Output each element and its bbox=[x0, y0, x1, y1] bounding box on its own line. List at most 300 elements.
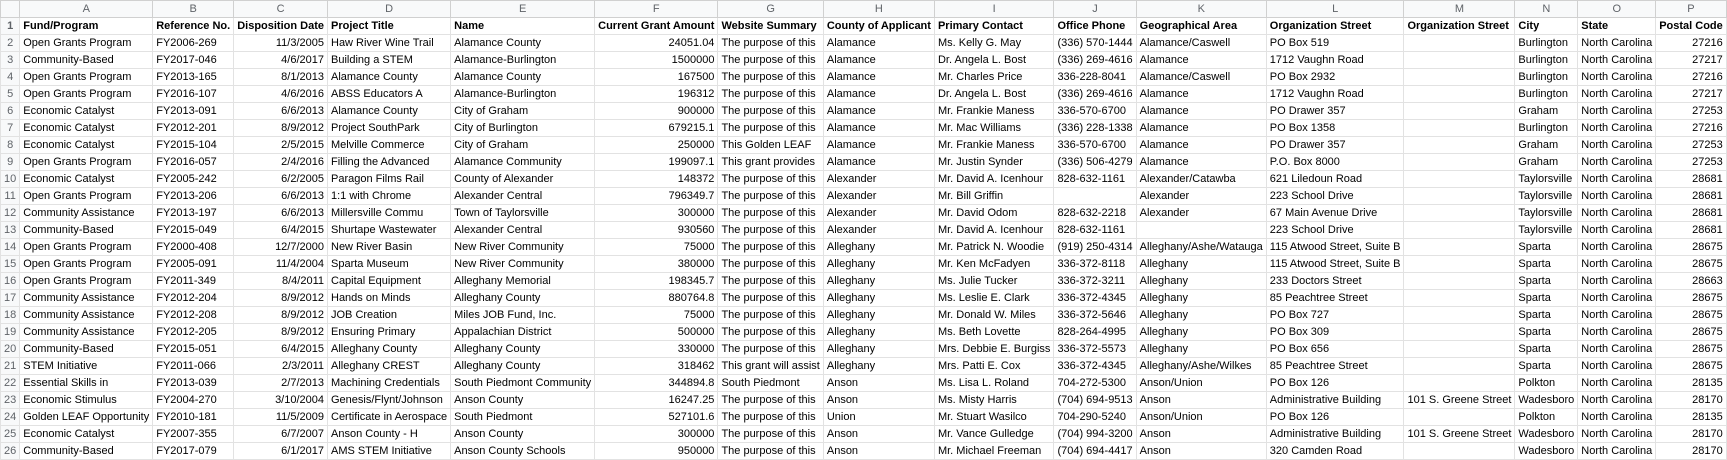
cell[interactable]: City of Graham bbox=[451, 137, 595, 154]
cell[interactable]: North Carolina bbox=[1578, 205, 1656, 222]
cell[interactable]: 336-372-3211 bbox=[1054, 273, 1136, 290]
cell[interactable]: 115 Atwood Street, Suite B bbox=[1266, 239, 1404, 256]
cell[interactable]: PO Box 126 bbox=[1266, 409, 1404, 426]
cell[interactable]: Alamance County bbox=[328, 69, 451, 86]
cell[interactable]: Burlington bbox=[1515, 35, 1578, 52]
cell[interactable]: North Carolina bbox=[1578, 426, 1656, 443]
column-header-g[interactable]: G bbox=[718, 1, 823, 18]
cell[interactable]: Essential Skills in bbox=[20, 375, 153, 392]
cell[interactable]: The purpose of this bbox=[718, 443, 823, 460]
cell[interactable]: Sparta bbox=[1515, 358, 1578, 375]
cell[interactable]: Taylorsville bbox=[1515, 171, 1578, 188]
cell[interactable]: Alleghany/Ashe/Watauga bbox=[1136, 239, 1266, 256]
cell[interactable]: Anson bbox=[823, 443, 934, 460]
cell[interactable]: PO Box 727 bbox=[1266, 307, 1404, 324]
cell[interactable]: Sparta bbox=[1515, 256, 1578, 273]
cell[interactable]: North Carolina bbox=[1578, 52, 1656, 69]
cell[interactable]: Dr. Angela L. Bost bbox=[934, 86, 1053, 103]
cell[interactable]: Alexander bbox=[823, 205, 934, 222]
cell[interactable]: 6/6/2013 bbox=[234, 188, 328, 205]
cell[interactable] bbox=[1404, 341, 1515, 358]
cell[interactable]: FY2015-049 bbox=[153, 222, 234, 239]
row-number[interactable]: 18 bbox=[1, 307, 20, 324]
cell[interactable]: North Carolina bbox=[1578, 341, 1656, 358]
cell[interactable]: Sparta bbox=[1515, 273, 1578, 290]
cell[interactable]: Anson bbox=[1136, 392, 1266, 409]
cell[interactable] bbox=[1404, 137, 1515, 154]
cell[interactable]: Alleghany bbox=[823, 290, 934, 307]
cell[interactable] bbox=[1404, 290, 1515, 307]
cell[interactable]: 28663 bbox=[1656, 273, 1727, 290]
cell[interactable]: 380000 bbox=[595, 256, 718, 273]
cell[interactable]: Ms. Julie Tucker bbox=[934, 273, 1053, 290]
cell[interactable]: 336-228-8041 bbox=[1054, 69, 1136, 86]
cell[interactable]: 167500 bbox=[595, 69, 718, 86]
cell[interactable]: Community Assistance bbox=[20, 290, 153, 307]
row-number[interactable]: 21 bbox=[1, 358, 20, 375]
cell[interactable]: Economic Catalyst bbox=[20, 426, 153, 443]
cell[interactable]: Alamance-Burlington bbox=[451, 86, 595, 103]
cell[interactable]: FY2012-204 bbox=[153, 290, 234, 307]
cell[interactable]: 115 Atwood Street, Suite B bbox=[1266, 256, 1404, 273]
cell[interactable]: 300000 bbox=[595, 205, 718, 222]
cell[interactable]: Alamance bbox=[823, 52, 934, 69]
cell[interactable]: Economic Catalyst bbox=[20, 103, 153, 120]
cell[interactable]: 828-632-2218 bbox=[1054, 205, 1136, 222]
cell[interactable]: Mr. Justin Synder bbox=[934, 154, 1053, 171]
header-cell[interactable]: Name bbox=[451, 18, 595, 35]
cell[interactable]: 318462 bbox=[595, 358, 718, 375]
row-number[interactable]: 2 bbox=[1, 35, 20, 52]
row-number[interactable]: 10 bbox=[1, 171, 20, 188]
cell[interactable]: 27216 bbox=[1656, 120, 1727, 137]
cell[interactable]: 950000 bbox=[595, 443, 718, 460]
cell[interactable]: 75000 bbox=[595, 239, 718, 256]
cell[interactable]: Alleghany bbox=[823, 273, 934, 290]
cell[interactable]: 27253 bbox=[1656, 103, 1727, 120]
cell[interactable]: Mr. Donald W. Miles bbox=[934, 307, 1053, 324]
cell[interactable]: 28135 bbox=[1656, 375, 1727, 392]
cell[interactable]: North Carolina bbox=[1578, 120, 1656, 137]
cell[interactable]: (336) 228-1338 bbox=[1054, 120, 1136, 137]
cell[interactable]: Alexander bbox=[1136, 188, 1266, 205]
cell[interactable]: Alamance County bbox=[451, 69, 595, 86]
cell[interactable]: Ms. Lisa L. Roland bbox=[934, 375, 1053, 392]
cell[interactable]: Alleghany Memorial bbox=[451, 273, 595, 290]
cell[interactable]: 880764.8 bbox=[595, 290, 718, 307]
cell[interactable]: 6/4/2015 bbox=[234, 341, 328, 358]
cell[interactable]: PO Drawer 357 bbox=[1266, 103, 1404, 120]
cell[interactable] bbox=[1404, 307, 1515, 324]
row-number[interactable]: 22 bbox=[1, 375, 20, 392]
cell[interactable]: Alleghany bbox=[1136, 324, 1266, 341]
cell[interactable]: (704) 694-4417 bbox=[1054, 443, 1136, 460]
column-header-a[interactable]: A bbox=[20, 1, 153, 18]
cell[interactable]: Golden LEAF Opportunity bbox=[20, 409, 153, 426]
cell[interactable] bbox=[1404, 409, 1515, 426]
cell[interactable] bbox=[1404, 120, 1515, 137]
cell[interactable]: Open Grants Program bbox=[20, 256, 153, 273]
cell[interactable]: The purpose of this bbox=[718, 103, 823, 120]
cell[interactable]: 1712 Vaughn Road bbox=[1266, 86, 1404, 103]
cell[interactable]: The purpose of this bbox=[718, 205, 823, 222]
cell[interactable]: Open Grants Program bbox=[20, 273, 153, 290]
cell[interactable]: Taylorsville bbox=[1515, 222, 1578, 239]
cell[interactable]: North Carolina bbox=[1578, 137, 1656, 154]
cell[interactable]: This grant will assist bbox=[718, 358, 823, 375]
cell[interactable]: 16247.25 bbox=[595, 392, 718, 409]
cell[interactable]: FY2013-206 bbox=[153, 188, 234, 205]
row-number[interactable]: 20 bbox=[1, 341, 20, 358]
cell[interactable]: 3/10/2004 bbox=[234, 392, 328, 409]
cell[interactable]: 27217 bbox=[1656, 52, 1727, 69]
cell[interactable]: The purpose of this bbox=[718, 35, 823, 52]
cell[interactable]: 6/1/2017 bbox=[234, 443, 328, 460]
cell[interactable]: North Carolina bbox=[1578, 188, 1656, 205]
cell[interactable]: North Carolina bbox=[1578, 409, 1656, 426]
cell[interactable]: The purpose of this bbox=[718, 273, 823, 290]
column-header-b[interactable]: B bbox=[153, 1, 234, 18]
cell[interactable] bbox=[1404, 52, 1515, 69]
cell[interactable]: Open Grants Program bbox=[20, 69, 153, 86]
cell[interactable]: Alamance/Caswell bbox=[1136, 69, 1266, 86]
cell[interactable]: The purpose of this bbox=[718, 222, 823, 239]
cell[interactable]: The purpose of this bbox=[718, 307, 823, 324]
cell[interactable]: 28681 bbox=[1656, 222, 1727, 239]
cell[interactable]: North Carolina bbox=[1578, 86, 1656, 103]
header-cell[interactable]: State bbox=[1578, 18, 1656, 35]
cell[interactable]: 2/3/2011 bbox=[234, 358, 328, 375]
cell[interactable]: 6/4/2015 bbox=[234, 222, 328, 239]
cell[interactable]: STEM Initiative bbox=[20, 358, 153, 375]
cell[interactable]: 24051.04 bbox=[595, 35, 718, 52]
cell[interactable]: Millersville Commu bbox=[328, 205, 451, 222]
cell[interactable]: North Carolina bbox=[1578, 35, 1656, 52]
cell[interactable] bbox=[1404, 69, 1515, 86]
cell[interactable]: 12/7/2000 bbox=[234, 239, 328, 256]
cell[interactable] bbox=[1404, 256, 1515, 273]
cell[interactable]: (336) 269-4616 bbox=[1054, 52, 1136, 69]
cell[interactable]: 1500000 bbox=[595, 52, 718, 69]
cell[interactable]: Anson County - H bbox=[328, 426, 451, 443]
header-cell[interactable]: Organization Street bbox=[1404, 18, 1515, 35]
cell[interactable]: 28170 bbox=[1656, 392, 1727, 409]
header-cell[interactable]: Reference No. bbox=[153, 18, 234, 35]
cell[interactable]: 11/3/2005 bbox=[234, 35, 328, 52]
cell[interactable]: (919) 250-4314 bbox=[1054, 239, 1136, 256]
cell[interactable]: FY2012-205 bbox=[153, 324, 234, 341]
cell[interactable]: Alamance bbox=[823, 137, 934, 154]
cell[interactable]: Mr. Charles Price bbox=[934, 69, 1053, 86]
cell[interactable]: 28675 bbox=[1656, 290, 1727, 307]
cell[interactable]: FY2017-046 bbox=[153, 52, 234, 69]
cell[interactable]: Open Grants Program bbox=[20, 86, 153, 103]
header-cell[interactable]: Fund/Program bbox=[20, 18, 153, 35]
cell[interactable]: South Piedmont Community bbox=[451, 375, 595, 392]
cell[interactable]: 336-570-6700 bbox=[1054, 103, 1136, 120]
cell[interactable]: Mr. David A. Icenhour bbox=[934, 222, 1053, 239]
cell[interactable]: Anson County bbox=[451, 392, 595, 409]
cell[interactable]: Burlington bbox=[1515, 86, 1578, 103]
cell[interactable]: Paragon Films Rail bbox=[328, 171, 451, 188]
cell[interactable]: 336-372-5646 bbox=[1054, 307, 1136, 324]
cell[interactable]: 28135 bbox=[1656, 409, 1727, 426]
cell[interactable]: 28675 bbox=[1656, 239, 1727, 256]
cell[interactable]: 4/6/2017 bbox=[234, 52, 328, 69]
cell[interactable]: Alamance bbox=[1136, 52, 1266, 69]
cell[interactable]: 27216 bbox=[1656, 69, 1727, 86]
cell[interactable]: Sparta bbox=[1515, 290, 1578, 307]
cell[interactable]: 198345.7 bbox=[595, 273, 718, 290]
header-cell[interactable]: Office Phone bbox=[1054, 18, 1136, 35]
row-number[interactable]: 19 bbox=[1, 324, 20, 341]
header-cell[interactable]: City bbox=[1515, 18, 1578, 35]
cell[interactable]: FY2015-104 bbox=[153, 137, 234, 154]
cell[interactable] bbox=[1054, 188, 1136, 205]
row-number[interactable]: 7 bbox=[1, 120, 20, 137]
row-number[interactable]: 1 bbox=[1, 18, 20, 35]
cell[interactable]: Polkton bbox=[1515, 375, 1578, 392]
cell[interactable]: Alleghany bbox=[823, 256, 934, 273]
cell[interactable]: 704-272-5300 bbox=[1054, 375, 1136, 392]
cell[interactable]: Alleghany bbox=[1136, 341, 1266, 358]
cell[interactable]: Open Grants Program bbox=[20, 154, 153, 171]
cell[interactable]: Mr. Frankie Maness bbox=[934, 137, 1053, 154]
cell[interactable]: Graham bbox=[1515, 137, 1578, 154]
cell[interactable]: 2/4/2016 bbox=[234, 154, 328, 171]
select-all-corner[interactable] bbox=[1, 1, 20, 18]
cell[interactable]: 233 Doctors Street bbox=[1266, 273, 1404, 290]
cell[interactable]: North Carolina bbox=[1578, 171, 1656, 188]
cell[interactable]: Town of Taylorsville bbox=[451, 205, 595, 222]
cell[interactable]: PO Drawer 357 bbox=[1266, 137, 1404, 154]
row-number[interactable]: 4 bbox=[1, 69, 20, 86]
cell[interactable]: The purpose of this bbox=[718, 69, 823, 86]
cell[interactable]: The purpose of this bbox=[718, 341, 823, 358]
cell[interactable]: North Carolina bbox=[1578, 307, 1656, 324]
cell[interactable] bbox=[1404, 188, 1515, 205]
row-number[interactable]: 23 bbox=[1, 392, 20, 409]
cell[interactable] bbox=[1404, 205, 1515, 222]
cell[interactable]: (704) 694-9513 bbox=[1054, 392, 1136, 409]
cell[interactable] bbox=[1404, 443, 1515, 460]
cell[interactable]: Alleghany bbox=[823, 341, 934, 358]
column-header-c[interactable]: C bbox=[234, 1, 328, 18]
cell[interactable]: 85 Peachtree Street bbox=[1266, 358, 1404, 375]
cell[interactable]: 336-372-5573 bbox=[1054, 341, 1136, 358]
cell[interactable]: 930560 bbox=[595, 222, 718, 239]
cell[interactable]: Alleghany County bbox=[451, 341, 595, 358]
cell[interactable]: Alexander bbox=[1136, 205, 1266, 222]
row-number[interactable]: 26 bbox=[1, 443, 20, 460]
cell[interactable]: FY2015-051 bbox=[153, 341, 234, 358]
cell[interactable]: New River Community bbox=[451, 239, 595, 256]
cell[interactable]: FY2016-057 bbox=[153, 154, 234, 171]
cell[interactable]: 6/6/2013 bbox=[234, 103, 328, 120]
cell[interactable]: 621 Liledoun Road bbox=[1266, 171, 1404, 188]
cell[interactable]: Sparta Museum bbox=[328, 256, 451, 273]
cell[interactable]: Anson/Union bbox=[1136, 409, 1266, 426]
cell[interactable]: Open Grants Program bbox=[20, 188, 153, 205]
cell[interactable]: (336) 506-4279 bbox=[1054, 154, 1136, 171]
cell[interactable]: Building a STEM bbox=[328, 52, 451, 69]
cell[interactable]: 28681 bbox=[1656, 171, 1727, 188]
cell[interactable]: Dr. Angela L. Bost bbox=[934, 52, 1053, 69]
cell[interactable]: 196312 bbox=[595, 86, 718, 103]
cell[interactable]: North Carolina bbox=[1578, 375, 1656, 392]
cell[interactable] bbox=[1404, 86, 1515, 103]
cell[interactable]: 828-632-1161 bbox=[1054, 222, 1136, 239]
row-number[interactable]: 12 bbox=[1, 205, 20, 222]
cell[interactable]: Ms. Leslie E. Clark bbox=[934, 290, 1053, 307]
cell[interactable]: North Carolina bbox=[1578, 239, 1656, 256]
cell[interactable]: 336-372-4345 bbox=[1054, 358, 1136, 375]
cell[interactable]: Economic Stimulus bbox=[20, 392, 153, 409]
row-number[interactable]: 16 bbox=[1, 273, 20, 290]
cell[interactable]: North Carolina bbox=[1578, 69, 1656, 86]
cell[interactable]: Anson bbox=[823, 375, 934, 392]
cell[interactable]: 101 S. Greene Street bbox=[1404, 426, 1515, 443]
cell[interactable]: FY2007-355 bbox=[153, 426, 234, 443]
cell[interactable]: FY2017-079 bbox=[153, 443, 234, 460]
cell[interactable]: 8/9/2012 bbox=[234, 290, 328, 307]
cell[interactable] bbox=[1404, 358, 1515, 375]
cell[interactable]: Alexander bbox=[823, 222, 934, 239]
header-cell[interactable]: Organization Street bbox=[1266, 18, 1404, 35]
cell[interactable]: Mr. David A. Icenhour bbox=[934, 171, 1053, 188]
cell[interactable]: Alamance County bbox=[328, 103, 451, 120]
cell[interactable]: Alleghany bbox=[1136, 273, 1266, 290]
cell[interactable]: PO Box 519 bbox=[1266, 35, 1404, 52]
cell[interactable]: 27253 bbox=[1656, 137, 1727, 154]
cell[interactable]: 223 School Drive bbox=[1266, 222, 1404, 239]
cell[interactable]: Alleghany/Ashe/Wilkes bbox=[1136, 358, 1266, 375]
cell[interactable]: FY2013-091 bbox=[153, 103, 234, 120]
cell[interactable]: 28170 bbox=[1656, 426, 1727, 443]
cell[interactable]: 101 S. Greene Street bbox=[1404, 392, 1515, 409]
column-header-i[interactable]: I bbox=[934, 1, 1053, 18]
cell[interactable]: 8/9/2012 bbox=[234, 324, 328, 341]
cell[interactable]: FY2016-107 bbox=[153, 86, 234, 103]
cell[interactable]: 28681 bbox=[1656, 188, 1727, 205]
cell[interactable]: Alexander Central bbox=[451, 188, 595, 205]
row-number[interactable]: 17 bbox=[1, 290, 20, 307]
cell[interactable]: FY2012-201 bbox=[153, 120, 234, 137]
cell[interactable]: Alleghany County bbox=[451, 358, 595, 375]
cell[interactable]: Economic Catalyst bbox=[20, 137, 153, 154]
cell[interactable] bbox=[1404, 273, 1515, 290]
cell[interactable]: Wadesboro bbox=[1515, 426, 1578, 443]
cell[interactable]: Mr. Mac Williams bbox=[934, 120, 1053, 137]
cell[interactable]: 1:1 with Chrome bbox=[328, 188, 451, 205]
cell[interactable]: 6/2/2005 bbox=[234, 171, 328, 188]
cell[interactable]: 85 Peachtree Street bbox=[1266, 290, 1404, 307]
column-header-e[interactable]: E bbox=[451, 1, 595, 18]
cell[interactable]: Alleghany bbox=[823, 324, 934, 341]
cell[interactable]: PO Box 656 bbox=[1266, 341, 1404, 358]
cell[interactable]: Open Grants Program bbox=[20, 35, 153, 52]
cell[interactable]: Burlington bbox=[1515, 69, 1578, 86]
cell[interactable]: Alamance bbox=[823, 120, 934, 137]
cell[interactable]: The purpose of this bbox=[718, 171, 823, 188]
cell[interactable]: Mr. Bill Griffin bbox=[934, 188, 1053, 205]
cell[interactable]: New River Community bbox=[451, 256, 595, 273]
cell[interactable]: FY2011-066 bbox=[153, 358, 234, 375]
cell[interactable]: Alamance bbox=[823, 154, 934, 171]
cell[interactable]: (336) 570-1444 bbox=[1054, 35, 1136, 52]
cell[interactable]: 28675 bbox=[1656, 307, 1727, 324]
header-cell[interactable]: Current Grant Amount bbox=[595, 18, 718, 35]
cell[interactable]: 8/9/2012 bbox=[234, 307, 328, 324]
cell[interactable]: Community-Based bbox=[20, 52, 153, 69]
cell[interactable]: Alamance Community bbox=[451, 154, 595, 171]
cell[interactable]: Community-Based bbox=[20, 222, 153, 239]
cell[interactable]: Mr. Michael Freeman bbox=[934, 443, 1053, 460]
row-number[interactable]: 9 bbox=[1, 154, 20, 171]
cell[interactable]: 900000 bbox=[595, 103, 718, 120]
cell[interactable]: This grant provides bbox=[718, 154, 823, 171]
header-cell[interactable]: Postal Code bbox=[1656, 18, 1727, 35]
cell[interactable]: FY2010-181 bbox=[153, 409, 234, 426]
cell[interactable]: North Carolina bbox=[1578, 256, 1656, 273]
column-header-d[interactable]: D bbox=[328, 1, 451, 18]
cell[interactable]: Union bbox=[823, 409, 934, 426]
cell[interactable]: (336) 269-4616 bbox=[1054, 86, 1136, 103]
cell[interactable]: 336-372-8118 bbox=[1054, 256, 1136, 273]
cell[interactable]: Anson/Union bbox=[1136, 375, 1266, 392]
row-number[interactable]: 6 bbox=[1, 103, 20, 120]
cell[interactable]: FY2004-270 bbox=[153, 392, 234, 409]
cell[interactable]: Certificate in Aerospace bbox=[328, 409, 451, 426]
cell[interactable]: South Piedmont bbox=[451, 409, 595, 426]
cell[interactable]: FY2005-091 bbox=[153, 256, 234, 273]
column-header-j[interactable]: J bbox=[1054, 1, 1136, 18]
cell[interactable]: North Carolina bbox=[1578, 358, 1656, 375]
cell[interactable]: The purpose of this bbox=[718, 86, 823, 103]
cell[interactable]: Community Assistance bbox=[20, 324, 153, 341]
row-number[interactable]: 8 bbox=[1, 137, 20, 154]
cell[interactable]: Alamance/Caswell bbox=[1136, 35, 1266, 52]
cell[interactable]: 6/6/2013 bbox=[234, 205, 328, 222]
cell[interactable]: Mr. Ken McFadyen bbox=[934, 256, 1053, 273]
cell[interactable]: 27217 bbox=[1656, 86, 1727, 103]
cell[interactable]: FY2012-208 bbox=[153, 307, 234, 324]
cell[interactable]: 4/6/2016 bbox=[234, 86, 328, 103]
cell[interactable]: Alexander Central bbox=[451, 222, 595, 239]
cell[interactable]: 223 School Drive bbox=[1266, 188, 1404, 205]
cell[interactable]: North Carolina bbox=[1578, 103, 1656, 120]
cell[interactable]: Alleghany bbox=[1136, 307, 1266, 324]
cell[interactable]: Alamance bbox=[1136, 137, 1266, 154]
cell[interactable]: Alamance bbox=[1136, 154, 1266, 171]
cell[interactable]: 148372 bbox=[595, 171, 718, 188]
cell[interactable]: North Carolina bbox=[1578, 154, 1656, 171]
cell[interactable]: 320 Camden Road bbox=[1266, 443, 1404, 460]
cell[interactable] bbox=[1404, 375, 1515, 392]
cell[interactable]: Ms. Misty Harris bbox=[934, 392, 1053, 409]
cell[interactable]: Community-Based bbox=[20, 443, 153, 460]
cell[interactable]: North Carolina bbox=[1578, 222, 1656, 239]
cell[interactable]: 199097.1 bbox=[595, 154, 718, 171]
cell[interactable]: North Carolina bbox=[1578, 273, 1656, 290]
cell[interactable]: AMS STEM Initiative bbox=[328, 443, 451, 460]
cell[interactable]: Ms. Beth Lovette bbox=[934, 324, 1053, 341]
cell[interactable]: South Piedmont bbox=[718, 375, 823, 392]
cell[interactable]: The purpose of this bbox=[718, 426, 823, 443]
cell[interactable]: The purpose of this bbox=[718, 324, 823, 341]
cell[interactable]: Anson bbox=[1136, 443, 1266, 460]
cell[interactable]: 300000 bbox=[595, 426, 718, 443]
